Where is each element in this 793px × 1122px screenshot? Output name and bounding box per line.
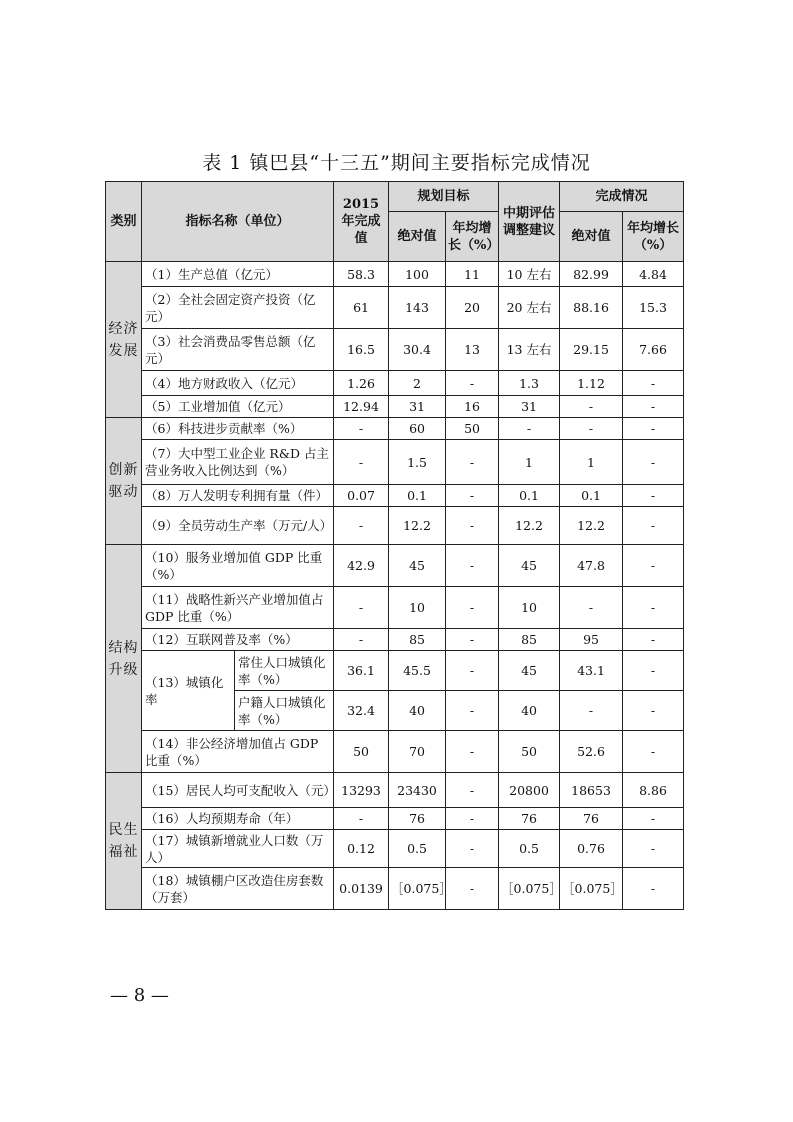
header-comp-abs: 绝对值	[560, 212, 623, 262]
indicator-name: （18）城镇棚户区改造住房套数（万套）	[142, 868, 334, 910]
cell-comp-abs: 1.12	[560, 371, 623, 396]
cell-mid: 0.1	[499, 485, 560, 507]
cell-comp-growth: -	[623, 418, 684, 440]
cell-comp-abs: 1	[560, 440, 623, 485]
indicator-name: （3）社会消费品零售总额（亿元）	[142, 329, 334, 371]
cell-plan-abs: ［0.075］	[389, 868, 446, 910]
cell-comp-growth: 15.3	[623, 287, 684, 329]
cell-comp-growth: -	[623, 440, 684, 485]
cell-plan-abs: 70	[389, 731, 446, 773]
cell-v2015: 32.4	[334, 691, 389, 731]
cell-v2015: 50	[334, 731, 389, 773]
cell-plan-abs: 30.4	[389, 329, 446, 371]
cell-comp-growth: -	[623, 545, 684, 587]
table-row	[106, 418, 684, 440]
cell-comp-growth: -	[623, 808, 684, 830]
cell-plan-abs: 40	[389, 691, 446, 731]
cell-plan-growth: -	[446, 545, 499, 587]
cell-plan-growth: 11	[446, 262, 499, 287]
cell-comp-abs: 47.8	[560, 545, 623, 587]
indicator-name: （15）居民人均可支配收入（元）	[142, 773, 334, 808]
cell-plan-abs: 0.1	[389, 485, 446, 507]
table-title: 表 1 镇巴县“十三五”期间主要指标完成情况	[202, 152, 591, 174]
cell-comp-growth: -	[623, 485, 684, 507]
cell-comp-growth: -	[623, 396, 684, 418]
cell-v2015: -	[334, 629, 389, 651]
cell-plan-growth: -	[446, 440, 499, 485]
cell-v2015: -	[334, 418, 389, 440]
cell-comp-abs: 29.15	[560, 329, 623, 371]
indicator-name: （7）大中型工业企业 R&D 占主营业务收入比例达到（%）	[142, 440, 334, 485]
cell-plan-growth: -	[446, 830, 499, 868]
cell-plan-abs: 1.5	[389, 440, 446, 485]
cell-comp-abs: 12.2	[560, 507, 623, 545]
cell-plan-growth: -	[446, 507, 499, 545]
indicator-name: （4）地方财政收入（亿元）	[142, 371, 334, 396]
cell-plan-growth: -	[446, 629, 499, 651]
cell-plan-abs: 12.2	[389, 507, 446, 545]
header-complete: 完成情况	[560, 182, 684, 212]
cell-plan-abs: 10	[389, 587, 446, 629]
cell-mid: 40	[499, 691, 560, 731]
cell-plan-abs: 100	[389, 262, 446, 287]
cell-plan-abs: 76	[389, 808, 446, 830]
cell-v2015: 0.0139	[334, 868, 389, 910]
page-number: — 8 —	[110, 985, 169, 1006]
cell-v2015: 61	[334, 287, 389, 329]
cell-v2015: -	[334, 808, 389, 830]
header-category: 类别	[106, 182, 142, 262]
header-2015: 2015 年完成值	[334, 182, 389, 262]
cell-comp-growth: -	[623, 507, 684, 545]
cell-comp-growth: 4.84	[623, 262, 684, 287]
cell-plan-abs: 2	[389, 371, 446, 396]
cell-plan-growth: 20	[446, 287, 499, 329]
cell-mid: 85	[499, 629, 560, 651]
header-comp-growth: 年均增长（%）	[623, 212, 684, 262]
cell-mid: 45	[499, 651, 560, 691]
cell-comp-growth: 8.86	[623, 773, 684, 808]
cell-v2015: 36.1	[334, 651, 389, 691]
header-plan-abs: 绝对值	[389, 212, 446, 262]
cell-plan-growth: -	[446, 485, 499, 507]
cell-comp-abs: 0.1	[560, 485, 623, 507]
cell-v2015: 1.26	[334, 371, 389, 396]
cell-plan-growth: -	[446, 691, 499, 731]
cell-plan-growth: 50	[446, 418, 499, 440]
cell-mid: 45	[499, 545, 560, 587]
cell-plan-growth: -	[446, 651, 499, 691]
cell-v2015: -	[334, 587, 389, 629]
cell-comp-abs: 82.99	[560, 262, 623, 287]
indicator-name: （8）万人发明专利拥有量（件）	[142, 485, 334, 507]
cell-v2015: 42.9	[334, 545, 389, 587]
indicator-subname: 户籍人口城镇化率（%）	[235, 691, 334, 731]
table-row	[106, 808, 684, 830]
table-row	[106, 773, 684, 808]
indicator-name: （14）非公经济增加值占 GDP 比重（%）	[142, 731, 334, 773]
cell-comp-growth: -	[623, 629, 684, 651]
cell-comp-growth: -	[623, 691, 684, 731]
category-label: 民生福祉	[106, 773, 142, 910]
cell-plan-abs: 23430	[389, 773, 446, 808]
indicator-name: （10）服务业增加值 GDP 比重（%）	[142, 545, 334, 587]
cell-comp-abs: -	[560, 587, 623, 629]
cell-plan-abs: 31	[389, 396, 446, 418]
cell-plan-abs: 143	[389, 287, 446, 329]
cell-comp-growth: -	[623, 731, 684, 773]
cell-plan-growth: -	[446, 808, 499, 830]
table-row	[106, 287, 684, 329]
cell-comp-growth: -	[623, 868, 684, 910]
indicator-name: （16）人均预期寿命（年）	[142, 808, 334, 830]
table-row	[106, 629, 684, 651]
cell-plan-growth: 13	[446, 329, 499, 371]
cell-comp-abs: 43.1	[560, 651, 623, 691]
table-row	[106, 440, 684, 485]
cell-comp-growth: -	[623, 651, 684, 691]
cell-plan-growth: -	[446, 731, 499, 773]
cell-mid: ［0.075］	[499, 868, 560, 910]
cell-comp-growth: -	[623, 587, 684, 629]
header-midterm: 中期评估调整建议	[499, 182, 560, 262]
cell-comp-abs: 95	[560, 629, 623, 651]
table-row	[106, 329, 684, 371]
cell-comp-abs: ［0.075］	[560, 868, 623, 910]
cell-v2015: 0.07	[334, 485, 389, 507]
cell-mid: 31	[499, 396, 560, 418]
table-row	[106, 868, 684, 910]
cell-mid: 0.5	[499, 830, 560, 868]
cell-comp-abs: -	[560, 691, 623, 731]
indicator-name: （5）工业增加值（亿元）	[142, 396, 334, 418]
cell-comp-growth: 7.66	[623, 329, 684, 371]
cell-comp-growth: -	[623, 830, 684, 868]
cell-plan-abs: 45.5	[389, 651, 446, 691]
cell-v2015: 16.5	[334, 329, 389, 371]
indicator-name: （11）战略性新兴产业增加值占 GDP 比重（%）	[142, 587, 334, 629]
cell-v2015: 0.12	[334, 830, 389, 868]
cell-mid: 1.3	[499, 371, 560, 396]
cell-plan-abs: 45	[389, 545, 446, 587]
cell-v2015: 58.3	[334, 262, 389, 287]
category-label: 经济发展	[106, 262, 142, 418]
cell-mid: 10 左右	[499, 262, 560, 287]
cell-plan-growth: -	[446, 773, 499, 808]
cell-comp-abs: 88.16	[560, 287, 623, 329]
cell-comp-abs: 52.6	[560, 731, 623, 773]
indicator-name: （12）互联网普及率（%）	[142, 629, 334, 651]
table-row	[106, 830, 684, 868]
cell-comp-abs: 76	[560, 808, 623, 830]
cell-v2015: -	[334, 440, 389, 485]
cell-comp-abs: 0.76	[560, 830, 623, 868]
indicator-name: （17）城镇新增就业人口数（万人）	[142, 830, 334, 868]
indicator-name: （9）全员劳动生产率（万元/人）	[142, 507, 334, 545]
header-plan-growth: 年均增长（%）	[446, 212, 499, 262]
cell-plan-abs: 60	[389, 418, 446, 440]
cell-plan-growth: -	[446, 371, 499, 396]
indicator-name: （6）科技进步贡献率（%）	[142, 418, 334, 440]
table-row	[106, 731, 684, 773]
cell-comp-abs: -	[560, 418, 623, 440]
cell-plan-growth: -	[446, 868, 499, 910]
cell-plan-growth: 16	[446, 396, 499, 418]
table-row	[106, 262, 684, 287]
cell-mid: 20 左右	[499, 287, 560, 329]
table-row	[106, 396, 684, 418]
cell-mid: 20800	[499, 773, 560, 808]
cell-mid: 50	[499, 731, 560, 773]
indicator-table	[105, 181, 684, 910]
header-indicator: 指标名称（单位）	[142, 182, 334, 262]
table-row	[106, 485, 684, 507]
cell-comp-growth: -	[623, 371, 684, 396]
indicator-name: （2）全社会固定资产投资（亿元）	[142, 287, 334, 329]
indicator-name: （1）生产总值（亿元）	[142, 262, 334, 287]
table-row	[106, 545, 684, 587]
table-row	[106, 371, 684, 396]
table-row	[106, 587, 684, 629]
cell-comp-abs: -	[560, 396, 623, 418]
cell-mid: 12.2	[499, 507, 560, 545]
cell-v2015: -	[334, 507, 389, 545]
cell-v2015: 12.94	[334, 396, 389, 418]
cell-mid: 10	[499, 587, 560, 629]
cell-v2015: 13293	[334, 773, 389, 808]
cell-mid: 76	[499, 808, 560, 830]
indicator-name: （13）城镇化率	[142, 651, 235, 731]
table-row	[106, 651, 684, 691]
table-row	[106, 507, 684, 545]
category-label: 创新驱动	[106, 418, 142, 545]
cell-mid: 1	[499, 440, 560, 485]
cell-mid: 13 左右	[499, 329, 560, 371]
cell-plan-abs: 0.5	[389, 830, 446, 868]
cell-mid: -	[499, 418, 560, 440]
cell-plan-growth: -	[446, 587, 499, 629]
indicator-subname: 常住人口城镇化率（%）	[235, 651, 334, 691]
category-label: 结构升级	[106, 545, 142, 773]
cell-comp-abs: 18653	[560, 773, 623, 808]
cell-plan-abs: 85	[389, 629, 446, 651]
header-plan: 规划目标	[389, 182, 499, 212]
